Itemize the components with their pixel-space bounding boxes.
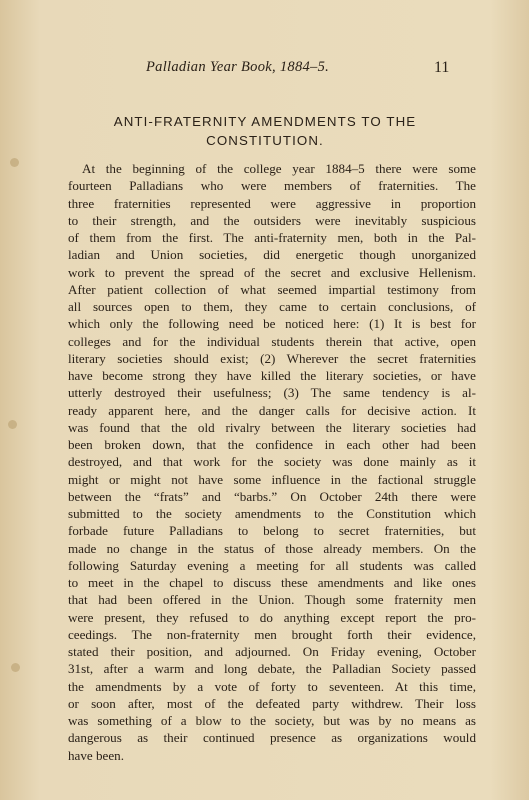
text-line: colleges and for the individual students therein that active, open	[68, 333, 476, 349]
article-heading	[60, 112, 470, 150]
page-number: 11	[434, 59, 450, 76]
text-line: 31st, after a warm and long debate, the Palladian Society passed	[68, 661, 476, 677]
text-line: to their strength, and the outsiders were inevitably suspicious	[68, 212, 476, 228]
text-line: that had been offered in the Union. Though some fraternity men	[68, 592, 476, 608]
text-line: ceedings. The non-fraternity men brought forth their evidence,	[68, 626, 476, 642]
text-line: between the “frats” and “barbs.” On October 24th there were	[68, 488, 476, 504]
text-line: utterly destroyed their usefulness; (3) The same tendency is al-	[68, 385, 476, 401]
text-line: or soon after, most of the defeated party withdrew. Their loss	[68, 695, 476, 711]
text-line: After patient collection of what seemed impartial testimony from	[68, 281, 476, 297]
text-line: were present, they refused to do anything except report the pro-	[68, 609, 476, 625]
running-title: Palladian Year Book, 1884–5.	[146, 59, 330, 75]
text-line: dangerous as their continued presence as organizations would	[68, 730, 476, 746]
text-line: of them from the first. The anti-fraternity men, both in the Pal-	[68, 230, 476, 245]
heading-line: ANTI-FRATERNITY AMENDMENTS TO THE	[113, 114, 417, 129]
text-line: At the beginning of the college year 1884–5 there were some	[82, 161, 476, 176]
text-line: all sources open to them, they came to certain conclusions, of	[68, 299, 476, 314]
text-line: to meet in the chapel to discuss these amendments and like ones	[68, 575, 476, 590]
binding-hole	[11, 663, 20, 672]
running-header	[0, 59, 529, 81]
text-line: stated their position, and adjourned. On Friday evening, October	[68, 644, 476, 659]
text-line: ready apparent here, and the danger calls for decisive action. It	[68, 402, 476, 418]
text-line: might or might not have some influence in the factional struggle	[68, 471, 476, 487]
text-line: was something of a blow to the society, but was by no means as	[68, 713, 476, 728]
text-line: have become strong they have killed the literary societies, or have	[68, 368, 476, 383]
text-line: fourteen Palladians who were members of fraternities. The	[68, 178, 476, 194]
text-line: three fraternities represented were aggressive in proportion	[68, 195, 476, 211]
heading-line: CONSTITUTION.	[206, 133, 324, 148]
text-line: destroyed, and that work for the society was done mainly as it	[68, 454, 476, 470]
binding-hole	[8, 420, 17, 429]
text-line: following Saturday evening a meeting for all students was called	[68, 557, 476, 573]
text-line: which only the following need be noticed here: (1) It is best for	[68, 316, 476, 332]
article-body	[68, 160, 476, 764]
text-line: submitted to the society amendments to the Constitution which	[68, 506, 476, 521]
binding-hole	[10, 158, 19, 167]
text-line: forbade future Palladians to belong to secret fraternities, but	[68, 523, 476, 539]
text-line: have been.	[68, 747, 124, 763]
text-line: work to prevent the spread of the secret and exclusive Hellenism.	[68, 264, 476, 280]
text-line: been broken down, that the confidence in each other had been	[68, 437, 476, 452]
text-line: the amendments by a vote of forty to seventeen. At this time,	[68, 678, 476, 694]
text-line: literary societies should exist; (2) Wherever the secret fraternities	[68, 350, 476, 366]
text-line: made no change in the status of those already members. On the	[68, 540, 476, 556]
text-line: ladian and Union societies, did energetic though unorganized	[68, 247, 476, 263]
text-line: was found that the old rivalry between the literary societies had	[68, 419, 476, 435]
